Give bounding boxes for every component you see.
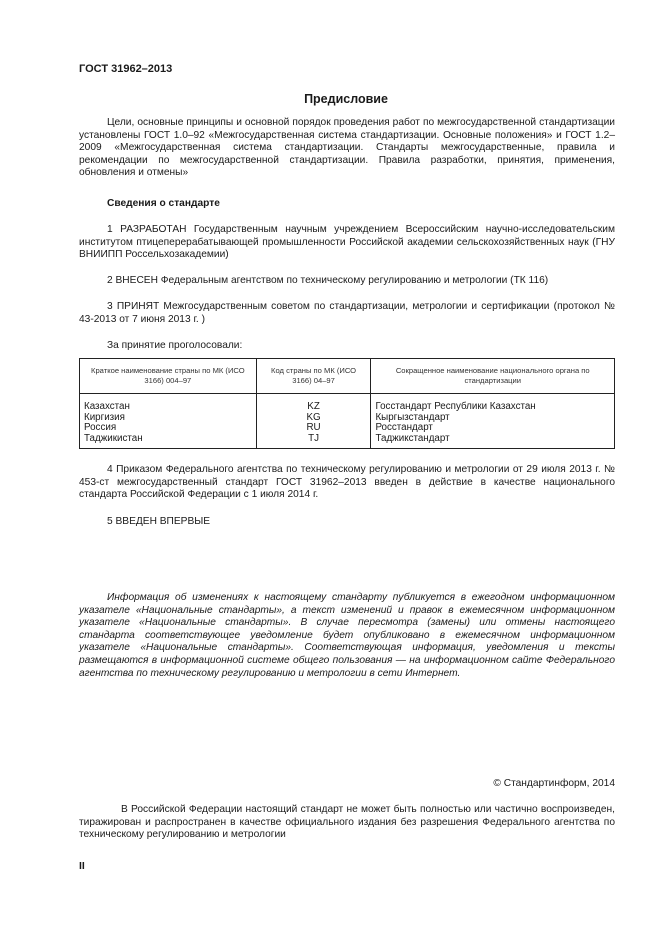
- reproduction-notice: В Российской Федерации настоящий стандарт не может быть полностью или частично воспроизведен, тиражирован и распространен в качестве официального издания без разрешения Федерального агентства по техническому регулированию и метрологии: [79, 804, 615, 841]
- code-cell: RU: [256, 423, 371, 434]
- changes-info-notice: Информация об изменениях к настоящему стандарту публикуется в ежегодном информационном указателе «Национальные стандарты», а текст изменений и правок в ежемесячном информационном указателе «Национальные стандарты». В случае пересмотра (замены) или отмены настоящего стандарта соответствующее уведомление будет опубликовано в ежемесячном информационном указателе «Национальные стандарты». Соответствующая информация, уведомления и тексты размещаются в информационной системе общего пользования — на информационном сайте Федерального агентства по техническому регулированию и метрологии в сети Интернет.: [79, 592, 615, 679]
- country-cell: Казахстан: [80, 394, 257, 413]
- table-header-row: [80, 359, 615, 394]
- country-cell: Киргизия: [80, 413, 257, 424]
- body-cell: Госстандарт Республики Казахстан: [371, 394, 615, 413]
- table-row: [80, 423, 615, 434]
- country-cell: Россия: [80, 423, 257, 434]
- column-header-country: Краткое наименование страны по МК (ИСО 3166) 004–97: [80, 359, 257, 394]
- voting-table: [79, 358, 615, 449]
- body-cell: Таджикстандарт: [371, 434, 615, 449]
- table-row: [80, 394, 615, 413]
- item-order: 4 Приказом Федерального агентства по техническому регулированию и метрологии от 29 июля 2013 г. № 453-ст межгосударственный стандарт ГОСТ 31962–2013 введен в действие в качестве национального стандарта Российской Федерации с 1 июля 2014 г.: [79, 464, 615, 501]
- table-row: [80, 413, 615, 424]
- copyright: © Стандартинформ, 2014: [493, 778, 615, 789]
- item-first-introduced: 5 ВВЕДЕН ВПЕРВЫЕ: [107, 516, 211, 527]
- country-cell: Таджикистан: [80, 434, 257, 449]
- code-cell: TJ: [256, 434, 371, 449]
- code-cell: KG: [256, 413, 371, 424]
- voted-label: За принятие проголосовали:: [107, 340, 243, 351]
- page-title: Предисловие: [304, 92, 388, 106]
- intro-paragraph: Цели, основные принципы и основной порядок проведения работ по межгосударственной стандартизации установлены ГОСТ 1.0–92 «Межгосударственная система стандартизации. Основные положения» и ГОСТ 1.2–2009 «Межгосударственная система стандартизации. Стандарты межгосударственные, правила и рекомендации по межгосударственной стандартизации. Правила разработки, принятия, применения, обновления и отмены»: [79, 117, 615, 179]
- code-cell: KZ: [256, 394, 371, 413]
- table-row: [80, 434, 615, 449]
- item-adopted: 3 ПРИНЯТ Межгосударственным советом по стандартизации, метрологии и сертификации (протокол № 43-2013 от 7 июня 2013 г. ): [79, 301, 615, 325]
- body-cell: Кыргызстандарт: [371, 413, 615, 424]
- page-number: II: [79, 860, 85, 872]
- info-heading: Сведения о стандарте: [107, 198, 220, 209]
- column-header-body: Сокращенное наименование национального органа по стандартизации: [371, 359, 615, 394]
- column-header-code: Код страны по МК (ИСО 3166) 04–97: [256, 359, 371, 394]
- item-developed: 1 РАЗРАБОТАН Государственным научным учреждением Всероссийским научно-исследовательским институтом птицеперерабатывающей промышленности Российской академии сельскохозяйственных наук (ГНУ ВНИИПП Россельхозакадемии): [79, 224, 615, 261]
- body-cell: Росстандарт: [371, 423, 615, 434]
- item-introduced: 2 ВНЕСЕН Федеральным агентством по техническому регулированию и метрологии (ТК 116): [107, 275, 549, 286]
- document-code: ГОСТ 31962–2013: [79, 63, 173, 75]
